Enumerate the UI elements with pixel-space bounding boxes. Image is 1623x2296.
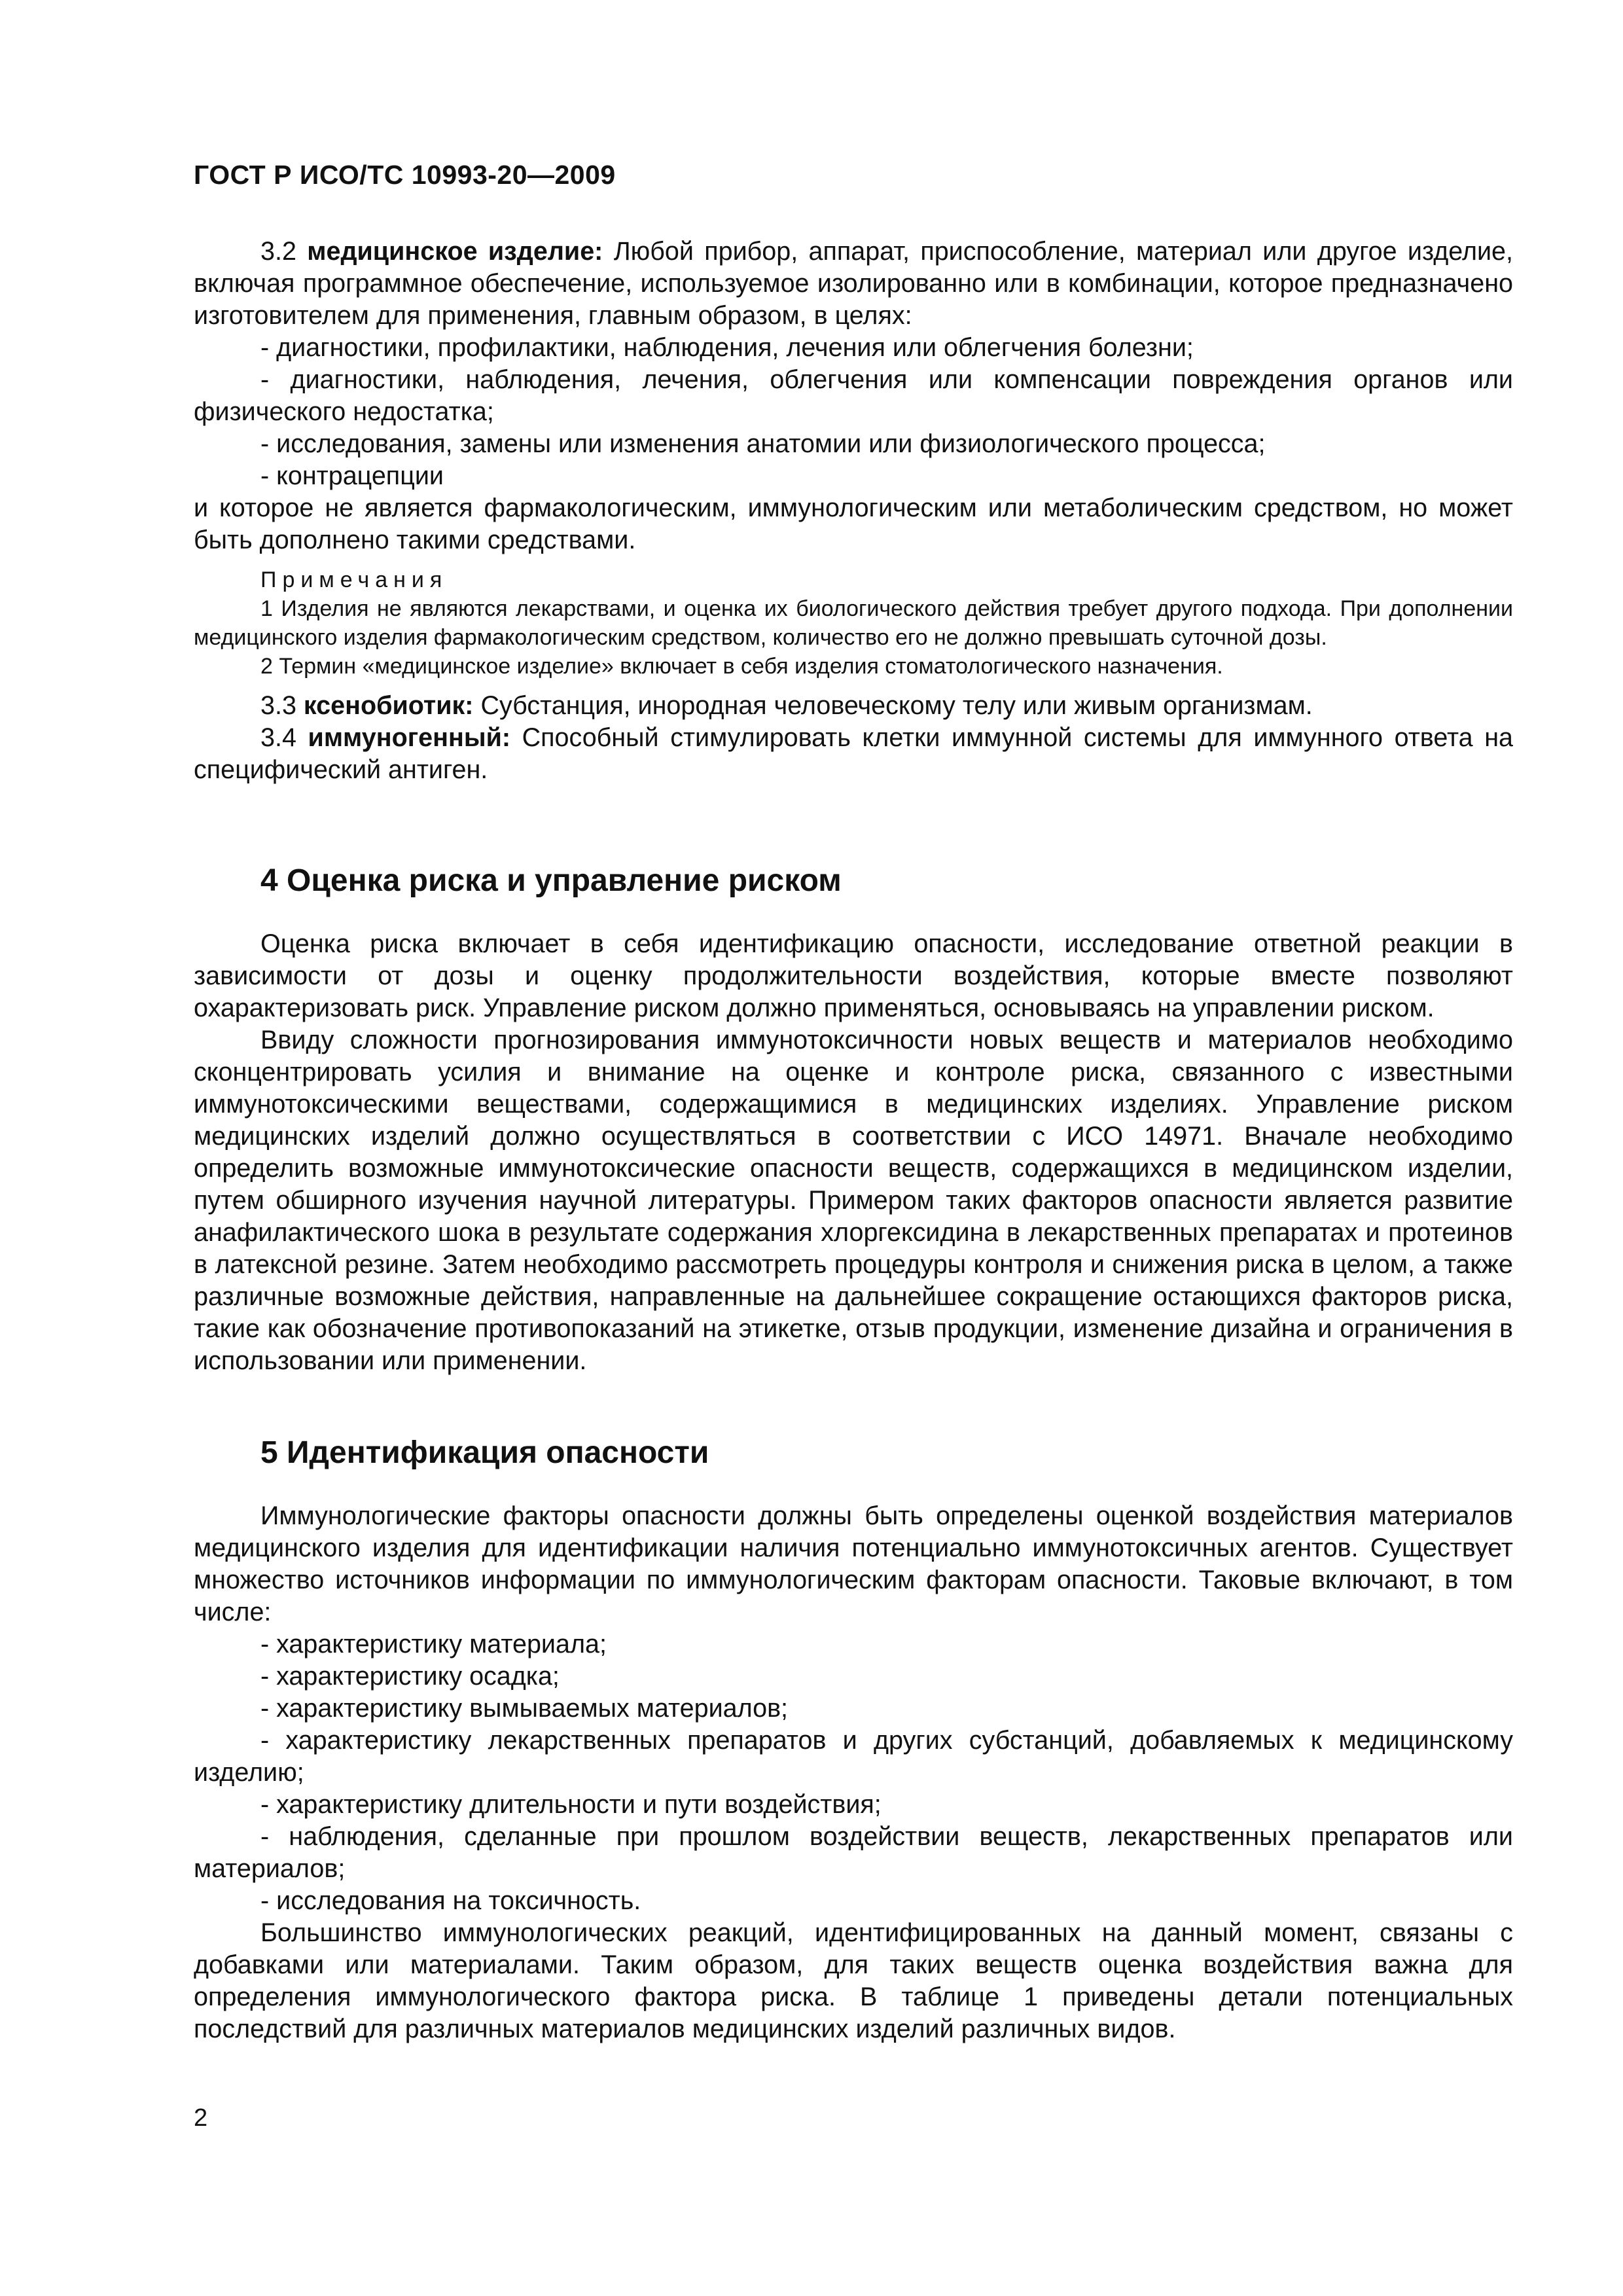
list-item: - характеристику осадка; — [260, 1662, 560, 1691]
paragraph: Большинство иммунологических реакций, идентифицированных на данный момент, связаны с добавками или материалами. Таким образом, для таких веществ оценка воздействия важна для определения иммунологического фактора риска. В таблице 1 приведены детали потенциальных последствий для различных материалов медицинских изделий различных видов. — [194, 1918, 1513, 2043]
list-item: - контрацепции — [260, 461, 444, 490]
document-code-header: ГОСТ Р ИСО/ТС 10993-20—2009 — [194, 160, 616, 190]
list-item: - наблюдения, сделанные при прошлом воздействии веществ, лекарственных препаратов или материалов; — [194, 1822, 1513, 1883]
list-item: - характеристику лекарственных препаратов и других субстанций, добавляемых к медицинскому изделию; — [194, 1726, 1513, 1787]
paragraph: Ввиду сложности прогнозирования иммунотоксичности новых веществ и материалов необходимо сконцентрировать усилия и внимание на оценке и контроле риска, связанного с известными иммунотоксическими веществами, содержащимися в медицинских изделиях. Управление риском медицинских изделий должно осуществляться в соответствии с ИСО 14971. Вначале необходимо определить возможные иммунотоксические опасности веществ, содержащихся в медицинском изделии, путем обширного изучения научной литературы. Примером таких факторов опасности является развитие анафилактического шока в результате содержания хлоргексидина в лекарственных препаратах и протеинов в латексной резине. Затем необходимо рассмотреть процедуры контроля и снижения риска в целом, а также различные возможные действия, направленные на дальнейшее сокращение остающихся факторов риска, такие как обозначение противопоказаний на этикетке, отзыв продукции, изменение дизайна и ограничения в использовании или применении. — [194, 1026, 1513, 1375]
section-4-body — [194, 928, 1513, 1377]
paragraph: Иммунологические факторы опасности должны быть определены оценкой воздействия материалов медицинского изделия для идентификации наличия потенциально иммунотоксичных агентов. Существует множество источников информации по иммунологическим факторам опасности. Таковые включают, в том числе: — [194, 1501, 1513, 1626]
definitions-block — [194, 236, 1513, 786]
definition-3-2 — [194, 236, 1513, 332]
definition-closing: и которое не является фармакологическим, иммунологическим или метаболическим средством, но может быть дополнено такими средствами. — [194, 493, 1513, 554]
definition-number: 3.2 — [260, 237, 296, 266]
section-5-body — [194, 1500, 1513, 2045]
paragraph: Оценка риска включает в себя идентификацию опасности, исследование ответной реакции в зависимости от дозы и оценку продолжительности воздействия, которые вместе позволяют охарактеризовать риск. Управление риском должно применяться, основываясь на управлении риском. — [194, 929, 1513, 1022]
definition-text: Любой прибор, аппарат, приспособление, материал или другое изделие, включая программное обеспечение, используемое изолированно или в комбинации, которое предназначено изготовителем для применения, главным образом, в целях: — [194, 237, 1513, 330]
note-item: 2 Термин «медицинское изделие» включает в себя изделия стоматологического назначения. — [260, 654, 1223, 679]
page-number: 2 — [194, 2104, 208, 2132]
list-item: - характеристику вымываемых материалов; — [260, 1694, 789, 1723]
list-item: - исследования на токсичность. — [260, 1886, 641, 1915]
definition-3-4 — [194, 722, 1513, 786]
term-xenobiotic: ксенобиотик: — [303, 691, 474, 720]
definition-number: 3.4 — [260, 723, 296, 752]
definition-text: Субстанция, инородная человеческому телу или живым организмам. — [480, 691, 1313, 720]
note-item: 1 Изделия не являются лекарствами, и оценка их биологического действия требует другого подхода. При дополнении медицинского изделия фармакологическим средством, количество его не должно превышать суточной дозы. — [194, 596, 1513, 650]
section-4-heading: 4 Оценка риска и управление риском — [260, 863, 842, 898]
definition-number: 3.3 — [260, 691, 296, 720]
section-5-heading: 5 Идентификация опасности — [260, 1435, 709, 1470]
list-item: - исследования, замены или изменения анатомии или физиологического процесса; — [260, 429, 1266, 458]
notes-label: Примечания — [260, 567, 448, 592]
definition-text: Способный стимулировать клетки иммунной системы для иммунного ответа на специфический антиген. — [194, 723, 1514, 784]
list-item: - характеристику материала; — [260, 1630, 607, 1659]
list-item: - диагностики, профилактики, наблюдения, лечения или облегчения болезни; — [260, 333, 1194, 362]
term-medical-device: медицинское изделие: — [307, 237, 603, 266]
list-item: - диагностики, наблюдения, лечения, облегчения или компенсации повреждения органов или физического недостатка; — [194, 365, 1513, 426]
list-item: - характеристику длительности и пути воздействия; — [260, 1790, 882, 1819]
term-immunogenic: иммуногенный: — [308, 723, 511, 752]
definition-3-3 — [194, 690, 1513, 722]
